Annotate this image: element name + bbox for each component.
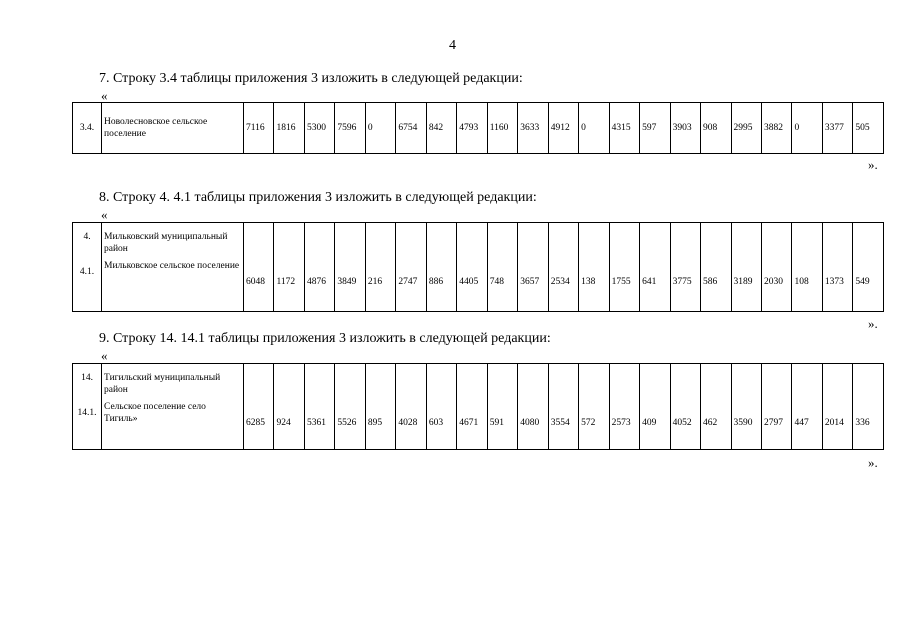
table-cell-value: 5361 <box>304 364 334 450</box>
table-cell-value: 4912 <box>548 103 578 154</box>
table-cell-value: 2995 <box>731 103 761 154</box>
table-cell-value: 3882 <box>761 103 791 154</box>
open-quote: « <box>101 348 108 363</box>
table-cell-value: 216 <box>365 223 395 312</box>
table-cell-value: 108 <box>792 223 822 312</box>
table-cell-value: 4405 <box>457 223 487 312</box>
row-number: 4. 4.1. <box>73 223 102 312</box>
table-cell-value: 908 <box>701 103 731 154</box>
table-cell-value: 4080 <box>518 364 548 450</box>
row-name: Тигильский муниципальный район Сельское поселение село Тигиль» <box>102 364 244 450</box>
row-name: Мильковский муниципальный район Мильковское сельское поселение <box>102 223 244 312</box>
table-cell-value: 3849 <box>335 223 365 312</box>
table-cell-value: 409 <box>640 364 670 450</box>
table-cell-value: 586 <box>701 223 731 312</box>
table-cell-value: 1755 <box>609 223 639 312</box>
table-cell-value: 2573 <box>609 364 639 450</box>
table-cell-value: 597 <box>640 103 670 154</box>
table-cell-value: 1172 <box>274 223 304 312</box>
table-cell-value: 4793 <box>457 103 487 154</box>
table-cell-value: 4028 <box>396 364 426 450</box>
table-cell-value: 6285 <box>244 364 274 450</box>
table-cell-value: 3590 <box>731 364 761 450</box>
table-cell-value: 1373 <box>822 223 852 312</box>
table-cell-value: 4671 <box>457 364 487 450</box>
page-number: 4 <box>449 38 456 53</box>
table-cell-value: 3775 <box>670 223 700 312</box>
table-cell-value: 7116 <box>244 103 274 154</box>
table-cell-value: 603 <box>426 364 456 450</box>
close-quote: ». <box>868 455 878 470</box>
table-cell-value: 6048 <box>244 223 274 312</box>
row-number: 3.4. <box>73 103 102 154</box>
table-cell-value: 0 <box>792 103 822 154</box>
table-cell-value: 549 <box>853 223 883 312</box>
amendment-table-9 <box>72 363 884 450</box>
table-cell-value: 0 <box>365 103 395 154</box>
table-row <box>73 364 884 450</box>
table-cell-value: 3189 <box>731 223 761 312</box>
section-heading-7: 7. Строку 3.4 таблицы приложения 3 изложить в следующей редакции: <box>99 71 523 86</box>
table-cell-value: 886 <box>426 223 456 312</box>
table-cell-value: 3657 <box>518 223 548 312</box>
open-quote: « <box>101 88 108 103</box>
table-cell-value: 7596 <box>335 103 365 154</box>
open-quote: « <box>101 207 108 222</box>
table-cell-value: 5526 <box>335 364 365 450</box>
table-cell-value: 1160 <box>487 103 517 154</box>
table-cell-value: 2747 <box>396 223 426 312</box>
table-cell-value: 3633 <box>518 103 548 154</box>
table-cell-value: 505 <box>853 103 883 154</box>
table-cell-value: 3377 <box>822 103 852 154</box>
table-cell-value: 2030 <box>761 223 791 312</box>
table-cell-value: 895 <box>365 364 395 450</box>
table-cell-value: 2797 <box>761 364 791 450</box>
amendment-table-8 <box>72 222 884 312</box>
table-cell-value: 5300 <box>304 103 334 154</box>
table-cell-value: 748 <box>487 223 517 312</box>
row-number: 14. 14.1. <box>73 364 102 450</box>
row-name: Новолесновское сельское поселение <box>102 103 244 154</box>
section-heading-8: 8. Строку 4. 4.1 таблицы приложения 3 изложить в следующей редакции: <box>99 190 537 205</box>
table-cell-value: 6754 <box>396 103 426 154</box>
table-cell-value: 3554 <box>548 364 578 450</box>
amendment-table-7 <box>72 102 884 154</box>
close-quote: ». <box>868 316 878 331</box>
table-cell-value: 842 <box>426 103 456 154</box>
table-cell-value: 2534 <box>548 223 578 312</box>
section-heading-9: 9. Строку 14. 14.1 таблицы приложения 3 изложить в следующей редакции: <box>99 331 551 346</box>
table-row <box>73 103 884 154</box>
table-row <box>73 223 884 312</box>
table-cell-value: 924 <box>274 364 304 450</box>
table-cell-value: 462 <box>701 364 731 450</box>
table-cell-value: 591 <box>487 364 517 450</box>
table-cell-value: 4052 <box>670 364 700 450</box>
table-cell-value: 641 <box>640 223 670 312</box>
table-cell-value: 4876 <box>304 223 334 312</box>
table-cell-value: 138 <box>579 223 609 312</box>
table-cell-value: 4315 <box>609 103 639 154</box>
table-cell-value: 3903 <box>670 103 700 154</box>
table-cell-value: 572 <box>579 364 609 450</box>
table-cell-value: 0 <box>579 103 609 154</box>
close-quote: ». <box>868 157 878 172</box>
table-cell-value: 1816 <box>274 103 304 154</box>
table-cell-value: 336 <box>853 364 883 450</box>
table-cell-value: 447 <box>792 364 822 450</box>
table-cell-value: 2014 <box>822 364 852 450</box>
